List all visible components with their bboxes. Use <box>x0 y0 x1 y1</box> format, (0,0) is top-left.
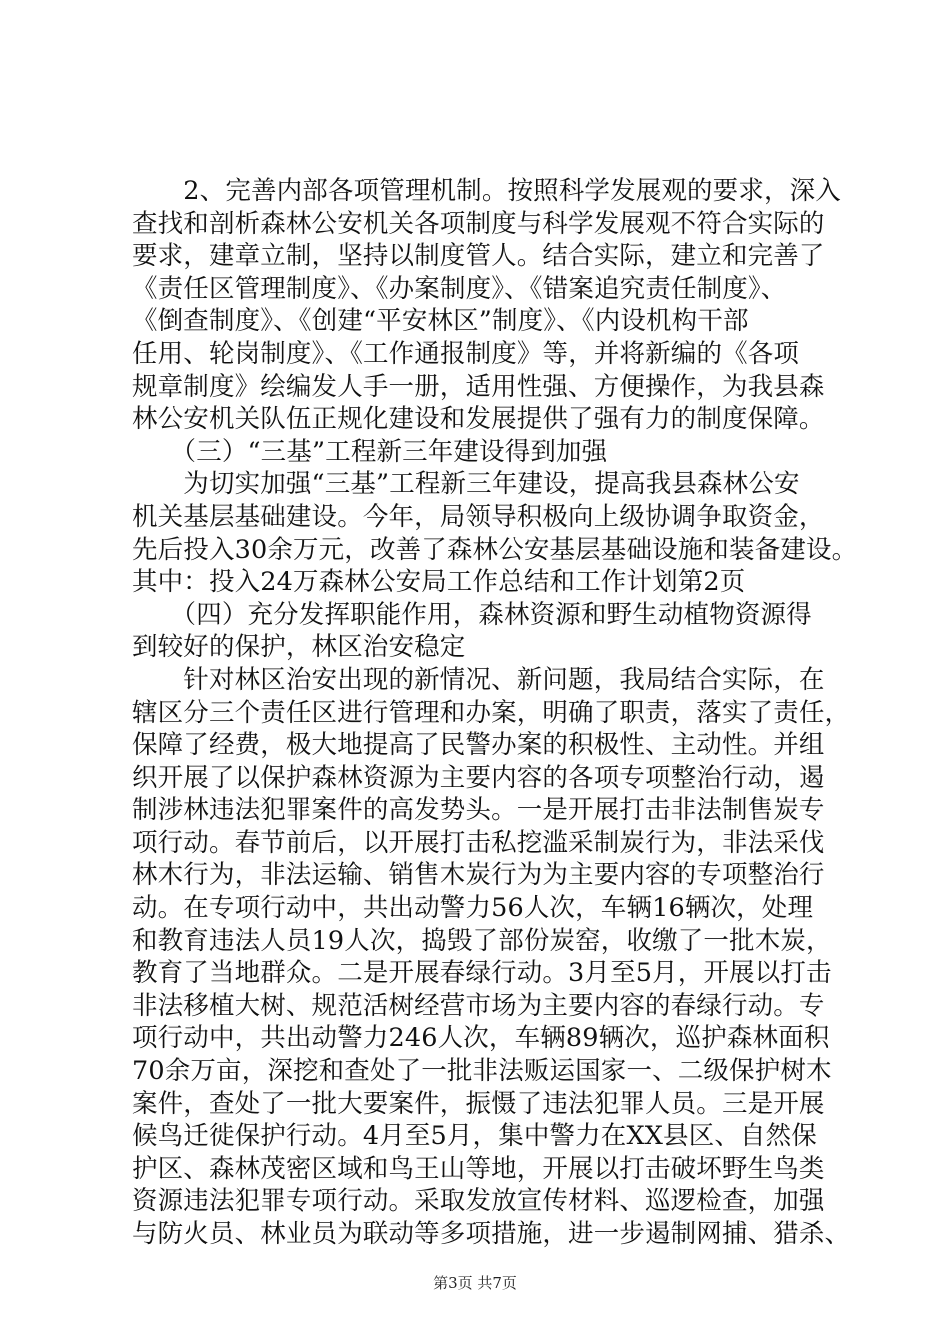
text-line: 制涉林违法犯罪案件的高发势头。一是开展打击非法制售炭专 <box>132 795 825 826</box>
text-line: 先后投入30余万元，改善了森林公安基层基础设施和装备建设。 <box>132 534 858 565</box>
text-line: 案件，查处了一批大要案件，振慑了违法犯罪人员。三是开展 <box>132 1088 825 1119</box>
text-line: 织开展了以保护森林资源为主要内容的各项专项整治行动，遏 <box>132 762 825 793</box>
text-line: 机关基层基础建设。今年，局领导积极向上级协调争取资金， <box>132 501 825 532</box>
section-heading: （三）“三基”工程新三年建设得到加强 <box>132 436 608 467</box>
text-line: 项行动。春节前后，以开展打击私挖滥采制炭行为，非法采伐 <box>132 827 825 858</box>
text-line: 非法移植大树、规范活树经营市场为主要内容的春绿行动。专 <box>132 990 825 1021</box>
text-line: 保障了经费，极大地提高了民警办案的积极性、主动性。并组 <box>132 730 825 761</box>
section-heading: （四）充分发挥职能作用，森林资源和野生动植物资源得 <box>132 599 812 630</box>
text-line: 和教育违法人员19人次，捣毁了部份炭窑，收缴了一批木炭， <box>132 925 832 956</box>
text-line: 候鸟迁徙保护行动。4月至5月，集中警力在XX县区、自然保 <box>132 1121 817 1152</box>
text-line: 2、完善内部各项管理机制。按照科学发展观的要求，深入 <box>132 176 841 206</box>
text-line: 查找和剖析森林公安机关各项制度与科学发展观不符合实际的 <box>132 208 825 239</box>
text-line: 教育了当地群众。二是开展春绿行动。3月至5月，开展以打击 <box>132 958 832 989</box>
text-line: 针对林区治安出现的新情况、新问题，我局结合实际，在 <box>132 664 825 695</box>
text-line: 要求，建章立制，坚持以制度管人。结合实际，建立和完善了 <box>132 241 825 272</box>
text-line: 项行动中，共出动警力246人次，车辆89辆次，巡护森林面积 <box>132 1023 830 1054</box>
text-line: 《倒查制度》、《创建“平安林区”制度》、《内设机构干部 <box>132 306 749 337</box>
page-number-label: 第3页 共7页 <box>433 1274 517 1292</box>
text-line: 林公安机关队伍正规化建设和发展提供了强有力的制度保障。 <box>132 404 825 435</box>
text-line: 护区、森林茂密区域和鸟王山等地，开展以打击破坏野生鸟类 <box>132 1153 825 1184</box>
text-line: 规章制度》绘编发人手一册，适用性强、方便操作，为我县森 <box>132 371 825 402</box>
text-line: 为切实加强“三基”工程新三年建设，提高我县森林公安 <box>132 469 800 500</box>
section-heading: 到较好的保护，林区治安稳定 <box>132 632 466 663</box>
text-line: 与防火员、林业员为联动等多项措施，进一步遏制网捕、猎杀、 <box>132 1219 851 1249</box>
text-line: 任用、轮岗制度》、《工作通报制度》等，并将新编的《各项 <box>132 338 800 369</box>
text-line: 林木行为，非法运输、销售木炭行为为主要内容的专项整治行 <box>132 860 825 891</box>
text-line: 其中：投入24万森林公安局工作总结和工作计划第2页 <box>132 567 746 598</box>
body-text <box>132 175 858 1251</box>
text-line: 《责任区管理制度》、《办案制度》、《错案追究责任制度》、 <box>132 273 787 304</box>
page-footer <box>0 1272 950 1293</box>
text-line: 资源违法犯罪专项行动。采取发放宣传材料、巡逻检查，加强 <box>132 1186 825 1217</box>
text-line: 动。在专项行动中，共出动警力56人次，车辆16辆次，处理 <box>132 893 814 924</box>
text-line: 辖区分三个责任区进行管理和办案，明确了职责，落实了责任， <box>132 697 851 728</box>
text-line: 70余万亩，深挖和查处了一批非法贩运国家一、二级保护树木 <box>132 1056 832 1087</box>
